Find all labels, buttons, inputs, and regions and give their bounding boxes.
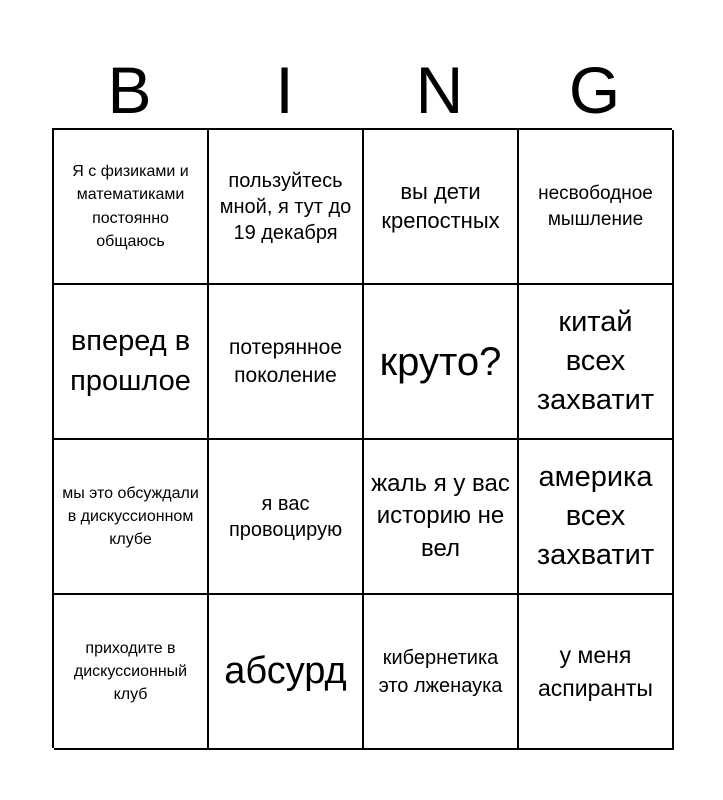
bingo-cell[interactable]: жаль я у вас историю не вел [364, 440, 519, 595]
bingo-board [52, 128, 672, 748]
bingo-cell[interactable]: вы дети крепостных [364, 130, 519, 285]
bingo-cell[interactable]: потерянное поколение [209, 285, 364, 440]
bingo-cell[interactable]: у меня аспиранты [519, 595, 674, 750]
header-letter-g: G [568, 53, 621, 127]
bingo-cell[interactable]: китай всех захватит [519, 285, 674, 440]
bingo-cell[interactable]: несвободное мышление [519, 130, 674, 285]
bingo-cell[interactable]: Я с физиками и математиками постоянно общаюсь [54, 130, 209, 285]
bingo-cell[interactable]: америка всех захватит [519, 440, 674, 595]
bingo-cell[interactable]: я вас провоцирую [209, 440, 364, 595]
bingo-cell[interactable]: абсурд [209, 595, 364, 750]
header-letter-b: B [107, 53, 152, 127]
bingo-cell[interactable]: кибернетика это лженаука [364, 595, 519, 750]
bingo-header [52, 55, 672, 125]
bingo-cell[interactable]: мы это обсуждали в дискуссионном клубе [54, 440, 209, 595]
bingo-cell[interactable]: вперед в прошлое [54, 285, 209, 440]
bingo-cell[interactable]: круто? [364, 285, 519, 440]
header-letter-i: I [275, 53, 294, 127]
bingo-cell[interactable]: пользуйтесь мной, я тут до 19 декабря [209, 130, 364, 285]
bingo-cell[interactable]: приходите в дискуссионный клуб [54, 595, 209, 750]
header-letter-n: N [415, 53, 464, 127]
